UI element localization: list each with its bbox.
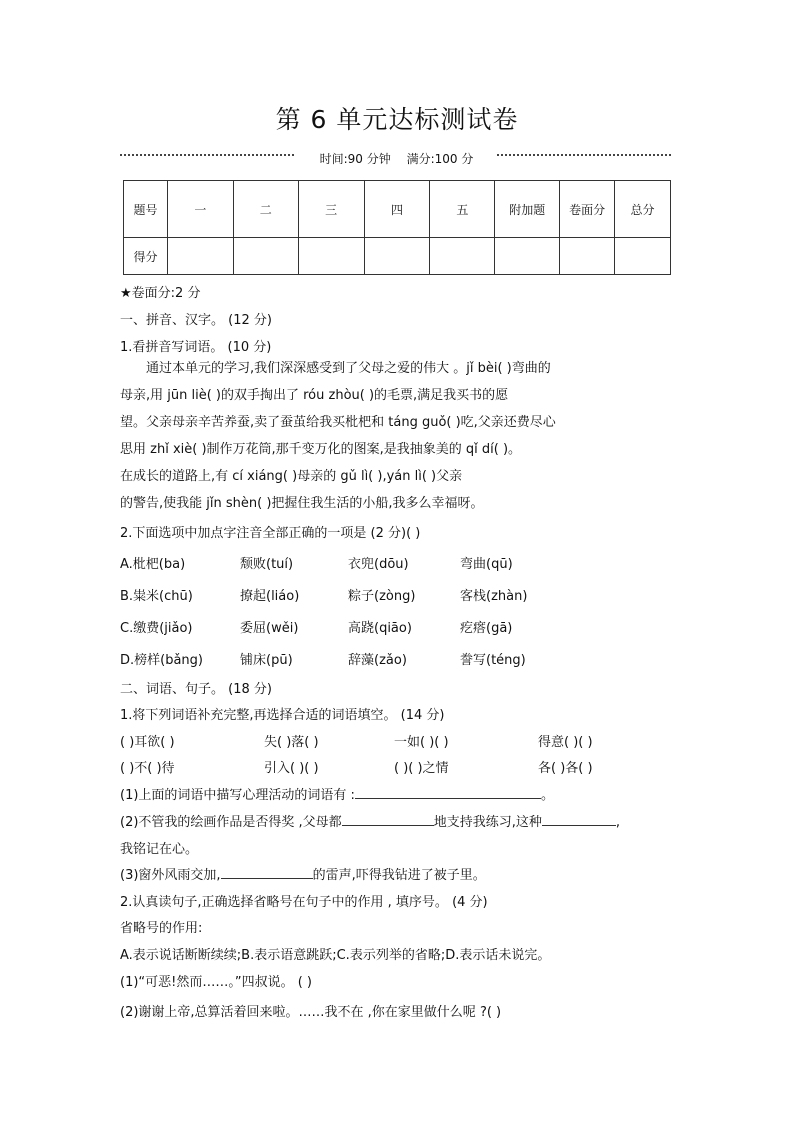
header-cell: 一: [167, 181, 233, 238]
fill-sentence-2: (2)不管我的绘画作品是否得奖 ,父母都 地支持我练习,这种 ,: [120, 815, 620, 830]
question-title: 1.将下列词语补充完整,再选择合适的词语填空。 (14 分): [120, 708, 445, 723]
header-cell: 五: [430, 181, 495, 238]
option-word: 颓败(tuí): [240, 557, 294, 572]
option-row[interactable]: [120, 617, 512, 636]
passage-line: 通过本单元的学习,我们深深感受到了父母之爱的伟大 。jǐ bèi( )弯曲的: [146, 361, 551, 376]
neatness-note: ★卷面分:2 分: [120, 286, 201, 301]
fill-sentence-1: (1)上面的词语中描写心理活动的词语有 : 。: [120, 788, 554, 803]
score-cell[interactable]: [233, 238, 298, 275]
option-word: 疙瘩(gā): [460, 621, 513, 636]
passage-line: 的警告,使我能 jǐn shèn( )把握住我生活的小船,我多么幸福呀。: [120, 496, 484, 511]
score-cell[interactable]: [495, 238, 560, 275]
option-word: C.缴费(jiǎo): [120, 621, 193, 636]
ellipsis-label: 省略号的作用:: [120, 921, 203, 936]
page-title: 第 6 单元达标测试卷: [275, 105, 519, 134]
ellipsis-item[interactable]: (2)谢谢上帝,总算活着回来啦。……我不在 ,你在家里做什么呢 ?( ): [120, 1005, 502, 1020]
ellipsis-choices: A.表示说话断断续续;B.表示语意跳跃;C.表示列举的省略;D.表示话未说完。: [120, 948, 551, 963]
question-title: 2.下面选项中加点字注音全部正确的一项是 (2 分)( ): [120, 526, 421, 541]
option-word: A.枇杷(ba): [120, 557, 186, 572]
idiom-row: [120, 757, 593, 776]
answer-blank[interactable]: [542, 813, 616, 826]
score-cell[interactable]: [430, 238, 495, 275]
option-word: 委屈(wěi): [240, 621, 299, 636]
score-table: [123, 180, 671, 275]
option-row[interactable]: [120, 585, 527, 604]
passage-line: 望。父亲母亲辛苦养蚕,卖了蚕茧给我买枇杷和 táng guǒ( )吃,父亲还费尽心: [120, 415, 556, 430]
score-table-header-row: [124, 181, 671, 238]
passage-line: 思用 zhǐ xiè( )制作万花筒,那千变万化的图案,是我抽象美的 qǐ dí( )。: [120, 442, 522, 457]
score-cell[interactable]: [615, 238, 671, 275]
score-cell[interactable]: [364, 238, 430, 275]
score-cell[interactable]: [298, 238, 364, 275]
idiom-blank[interactable]: 失( )落( ): [264, 735, 319, 750]
question-title: 2.认真读句子,正确选择省略号在句子中的作用 , 填序号。 (4 分): [120, 895, 488, 910]
option-word: 弯曲(qū): [460, 557, 513, 572]
answer-blank[interactable]: [355, 786, 541, 799]
score-cell[interactable]: [560, 238, 615, 275]
section1-heading: 一、拼音、汉字。 (12 分): [120, 313, 272, 328]
idiom-blank[interactable]: ( )耳欲( ): [120, 735, 175, 750]
answer-blank[interactable]: [221, 866, 313, 879]
idiom-blank[interactable]: 引入( )( ): [264, 761, 319, 776]
option-row[interactable]: [120, 553, 513, 572]
idiom-blank[interactable]: 得意( )( ): [538, 735, 593, 750]
time-score-line: [120, 150, 673, 168]
option-word: 高跷(qiāo): [348, 621, 412, 636]
idiom-blank[interactable]: 一如( )( ): [394, 735, 449, 750]
fill-sentence-3: (3)窗外风雨交加, 的雷声,吓得我钻进了被子里。: [120, 868, 486, 883]
score-cell[interactable]: [167, 238, 233, 275]
ellipsis-item[interactable]: (1)“可恶!然而……。”四叔说。 ( ): [120, 975, 313, 990]
answer-blank[interactable]: [342, 813, 434, 826]
header-cell: 总分: [615, 181, 671, 238]
time-limit: 时间:90 分钟: [319, 152, 391, 166]
idiom-blank[interactable]: ( )( )之情: [394, 761, 449, 776]
option-word: 客栈(zhàn): [460, 589, 528, 604]
section2-heading: 二、词语、句子。 (18 分): [120, 682, 272, 697]
option-word: 铺床(pū): [240, 653, 293, 668]
header-cell: 三: [298, 181, 364, 238]
question-title: 1.看拼音写词语。 (10 分): [120, 340, 272, 355]
full-score: 满分:100 分: [406, 152, 474, 166]
option-row[interactable]: [120, 649, 526, 668]
option-word: 誊写(téng): [460, 653, 526, 668]
header-cell: 题号: [124, 181, 168, 238]
option-word: 辞藻(zǎo): [348, 653, 407, 668]
option-word: D.榜样(bǎng): [120, 653, 203, 668]
idiom-blank[interactable]: ( )不( )待: [120, 761, 175, 776]
pinyin-passage: [120, 355, 680, 517]
idiom-row: [120, 731, 593, 750]
idiom-blank[interactable]: 各( )各( ): [538, 761, 593, 776]
passage-line: 在成长的道路上,有 cí xiáng( )母亲的 gǔ lì( ),yán lì( )父亲: [120, 469, 463, 484]
option-word: 粽子(zòng): [348, 589, 416, 604]
row-label: 得分: [124, 238, 168, 275]
header-cell: 四: [364, 181, 430, 238]
fill-sentence-2-cont: 我铭记在心。: [120, 842, 199, 857]
decorative-wavy-line-right: [497, 154, 673, 156]
option-word: 撩起(liáo): [240, 589, 300, 604]
header-cell: 卷面分: [560, 181, 615, 238]
option-word: B.粜米(chū): [120, 589, 193, 604]
option-word: 衣兜(dōu): [348, 557, 409, 572]
score-table-score-row: [124, 238, 671, 275]
header-cell: 二: [233, 181, 298, 238]
passage-line: 母亲,用 jūn liè( )的双手掏出了 róu zhòu( )的毛票,满足我买书的愿: [120, 388, 509, 403]
header-cell: 附加题: [495, 181, 560, 238]
